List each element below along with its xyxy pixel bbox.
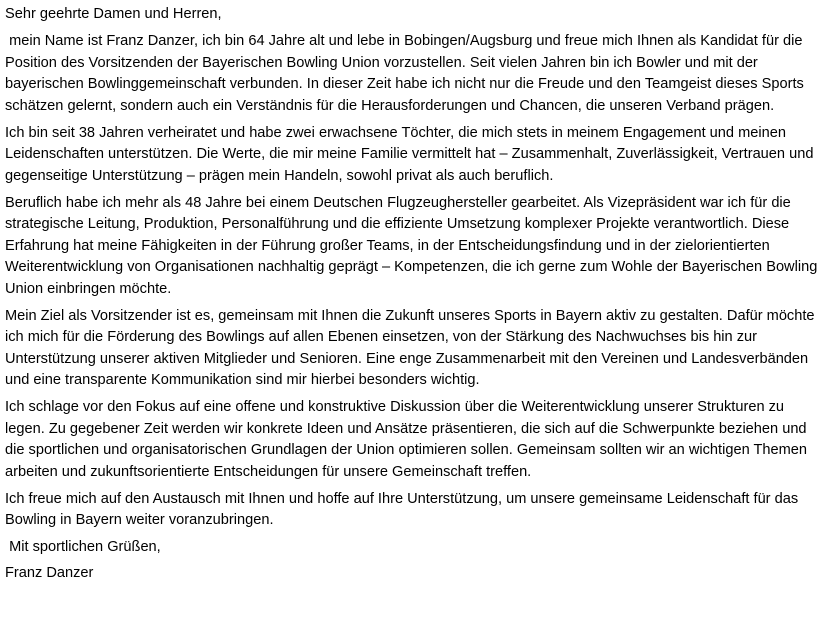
salutation: Sehr geehrte Damen und Herren, <box>5 6 222 22</box>
paragraph-family: Ich bin seit 38 Jahren verheiratet und habe zwei erwachsene Töchter, die mich stets in meinem Engagement und meinen Leidenschaften unterstützen. Die Werte, die mir meine Familie vermittelt hat – Zusammenhalt, Zuverlässigkeit, Vertrauen und gegenseitige Unterstützung – prägen mein Handeln, sowohl privat als auch beruflich. <box>5 124 814 184</box>
paragraph-goals: Mein Ziel als Vorsitzender ist es, gemeinsam mit Ihnen die Zukunft unseres Sports in Bayern aktiv zu gestalten. Dafür möchte ich mich für die Förderung des Bowlings auf allen Ebenen einsetzen, von der Stärkung des Nachwuchses bis hin zur Unterstützung unserer aktiven Mitglieder und Senioren. Eine enge Zusammenarbeit mit den Vereinen und Landesverbänden und eine transparente Kommunikation sind mir hierbei besonders wichtig. <box>5 307 815 388</box>
closing: Mit sportlichen Grüßen, <box>5 539 161 555</box>
paragraph-outlook: Ich freue mich auf den Austausch mit Ihnen und hoffe auf Ihre Unterstützung, um unsere gemeinsame Leidenschaft für das Bowling in Bayern weiter voranzubringen. <box>5 490 799 528</box>
paragraph-career: Beruflich habe ich mehr als 48 Jahre bei einem Deutschen Flugzeughersteller gearbeitet. Als Vizepräsident war ich für die strategische Leitung, Produktion, Personalführung und die effiziente Umsetzung komplexer Projekte verantwortlich. Diese Erfahrung hat meine Fähigkeiten in der Führung großer Teams, in der Entscheidungsfindung und in der zielorientierten Weiterentwicklung von Organisationen nachhaltig geprägt – Kompetenzen, die ich gerne zum Wohle der Bayerischen Bowling Union einbringen möchte. <box>5 194 818 297</box>
letter-body <box>5 4 825 590</box>
signature: Franz Danzer <box>5 564 94 581</box>
paragraph-introduction: mein Name ist Franz Danzer, ich bin 64 Jahre alt und lebe in Bobingen/Augsburg und freue mich Ihnen als Kandidat für die Position des Vorsitzenden der Bayerischen Bowling Union vorzustellen. Seit vielen Jahren bin ich Bowler und mit der bayerischen Bowlinggemeinschaft verbunden. In dieser Zeit habe ich nicht nur die Freude und den Teamgeist dieses Sports schätzen gelernt, sondern auch ein Verständnis für die Herausforderungen und Chancen, die unseren Verband prägen. <box>5 33 808 114</box>
paragraph-proposal: Ich schlage vor den Fokus auf eine offene und konstruktive Diskussion über die Weiterentwicklung unserer Strukturen zu legen. Zu gegebener Zeit werden wir konkrete Ideen und Ansätze präsentieren, die sich auf die Schwerpunkte beziehen und die sportlichen und organisatorischen Grundlagen der Union optimieren sollen. Gemeinsam sollten wir an wichtigen Themen arbeiten und zukunftsorientierte Entscheidungen für unsere Gemeinschaft treffen. <box>5 399 808 480</box>
